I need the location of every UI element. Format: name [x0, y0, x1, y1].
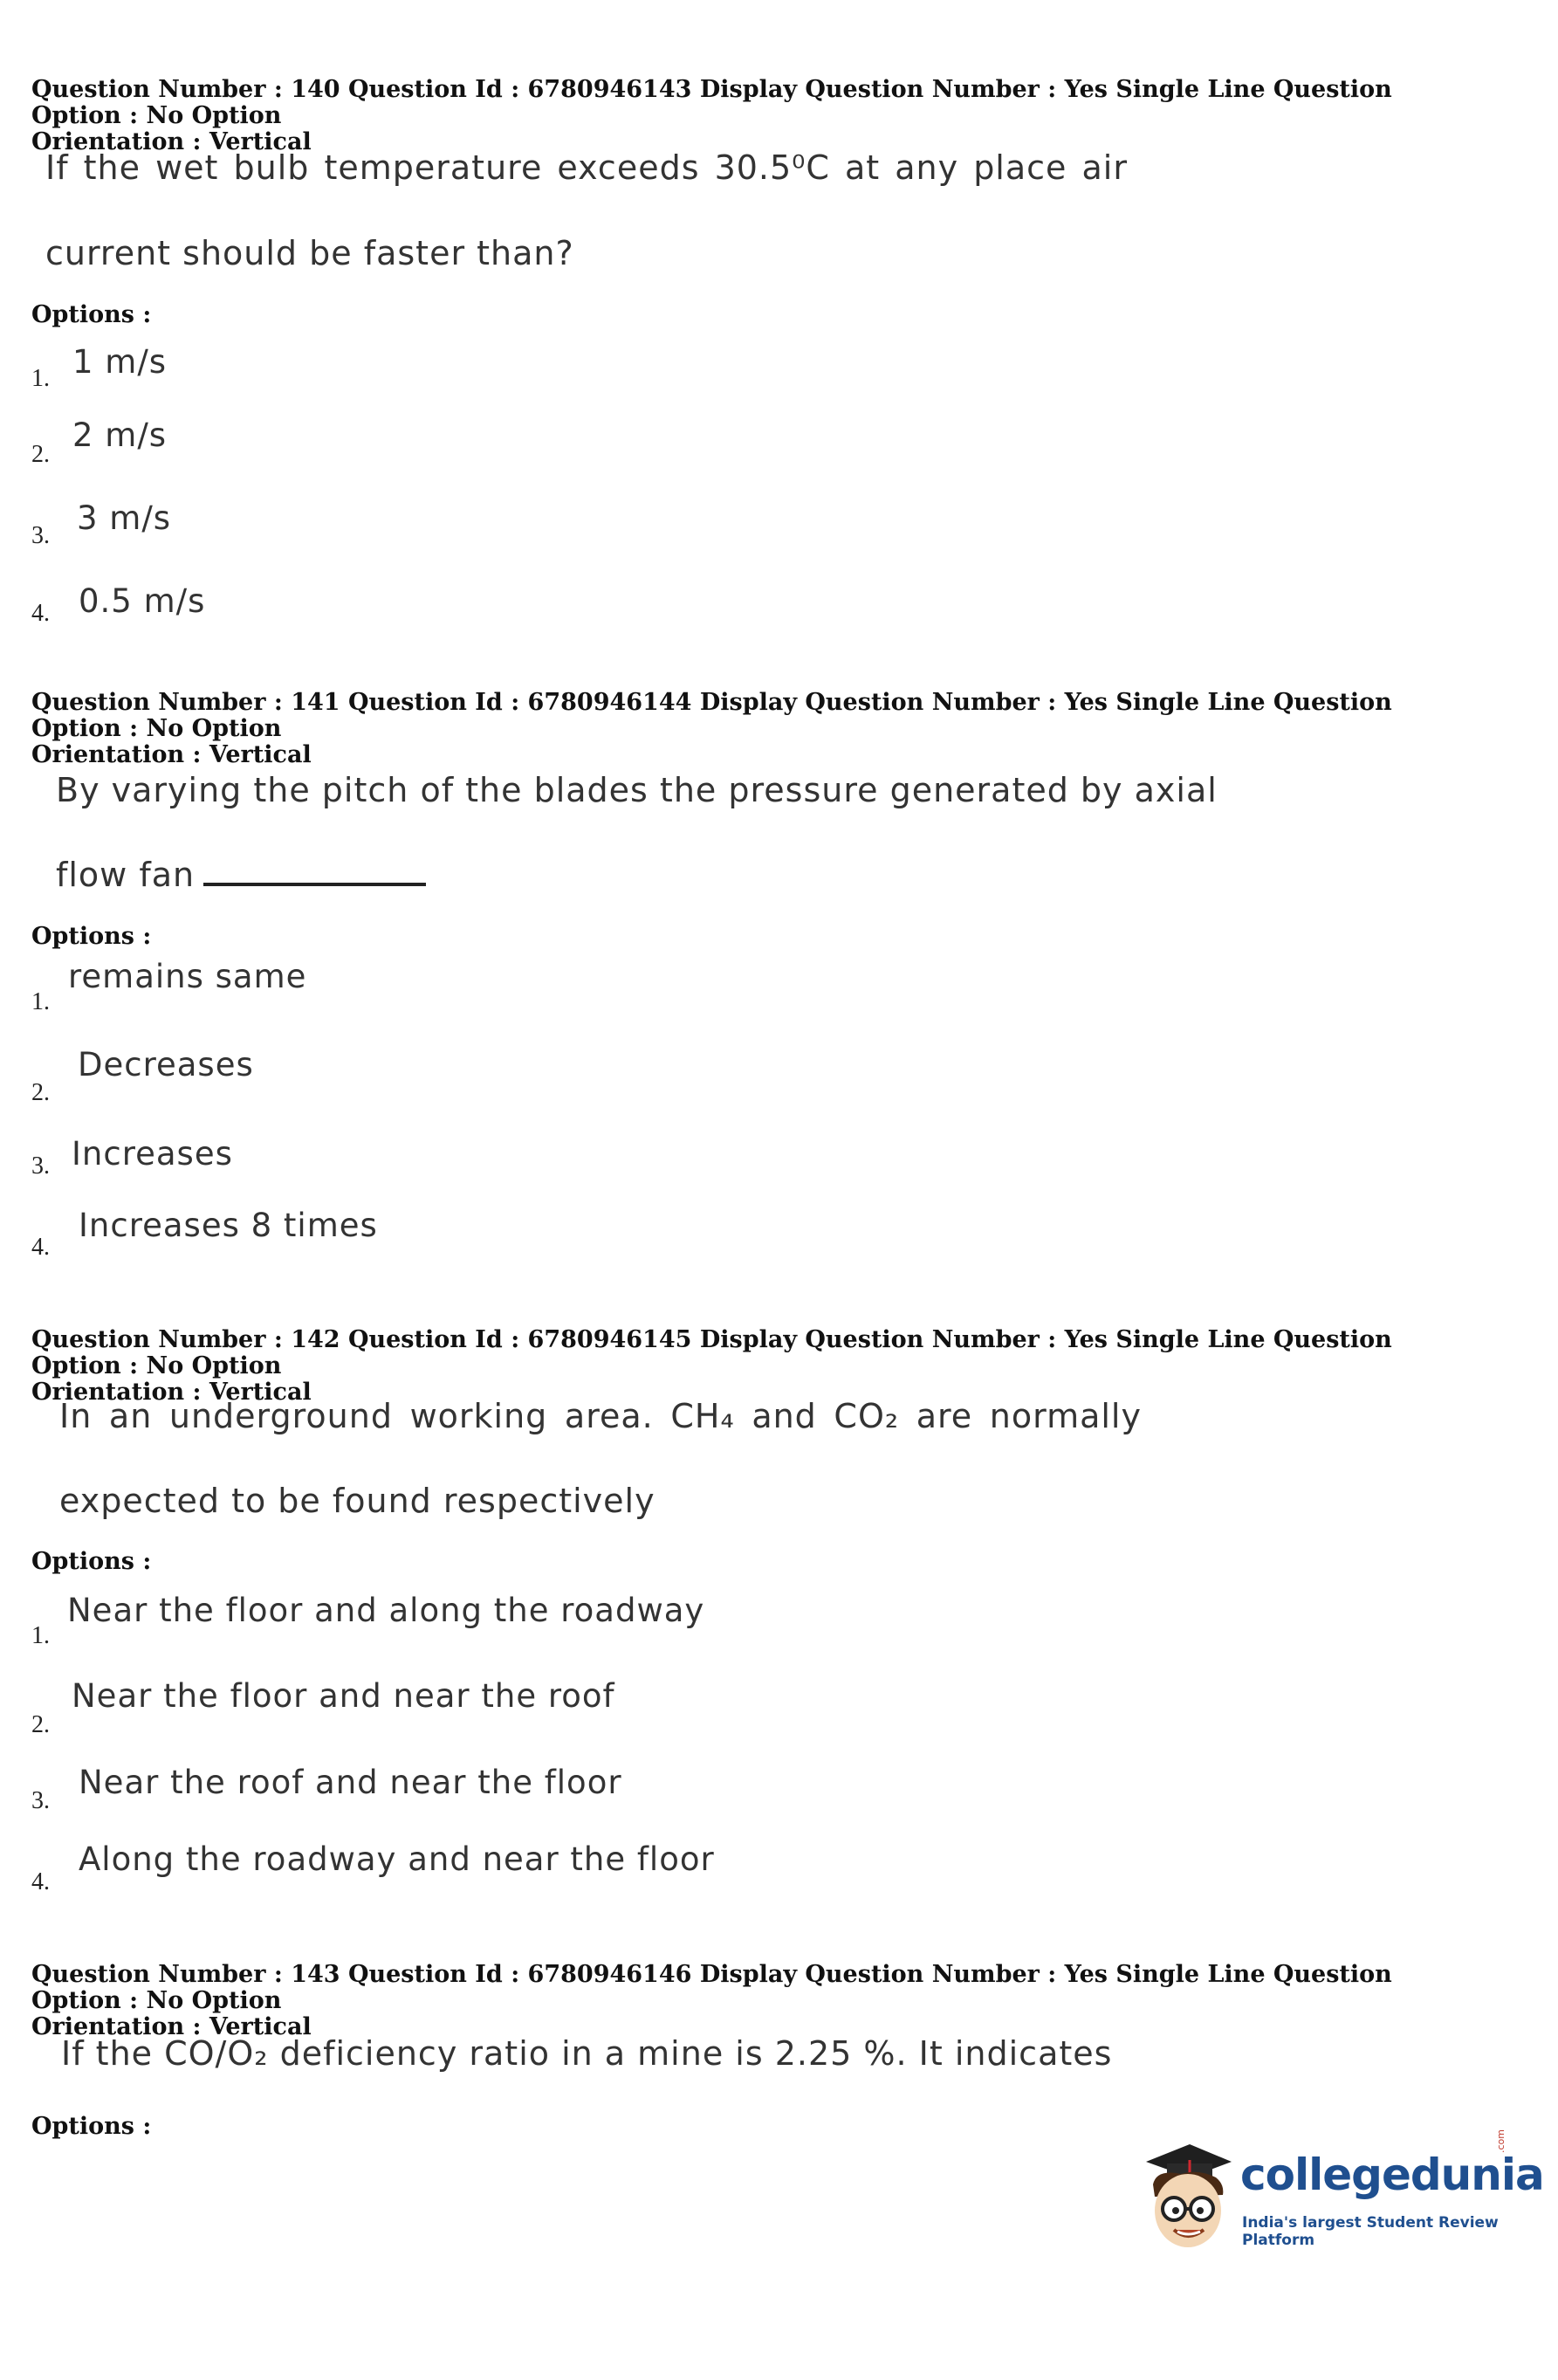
- option-text: 1 m/s: [72, 343, 168, 381]
- stem-word: temperature: [324, 148, 543, 187]
- option-number: 4.: [31, 600, 50, 627]
- stem-word: air: [1081, 148, 1128, 187]
- question-stem-line1: By varying the pitch of the blades the pressure generated by axial: [56, 771, 1218, 809]
- option-text: Near the floor and along the roadway: [67, 1592, 705, 1629]
- collegedunia-logo: [1137, 2129, 1544, 2256]
- option-number: 3.: [31, 522, 50, 549]
- option-number: 1.: [31, 365, 50, 392]
- question-meta: [31, 1962, 1463, 2040]
- option-number: 2.: [31, 1711, 50, 1738]
- logo-suffix: .com: [1495, 2129, 1507, 2153]
- option-number: 3.: [31, 1152, 50, 1180]
- stem-word: normally: [989, 1397, 1142, 1435]
- option-number: 4.: [31, 1868, 50, 1895]
- stem-word: CH₄: [670, 1397, 735, 1435]
- mascot-icon: [1137, 2134, 1238, 2256]
- option-text: 2 m/s: [72, 416, 168, 454]
- stem-word: In: [59, 1397, 93, 1435]
- question-stem-line1: If the CO/O₂ deficiency ratio in a mine is 2.25 %. It indicates: [61, 2034, 1113, 2073]
- question-meta: [31, 1327, 1463, 1406]
- option-number: 1.: [31, 1622, 50, 1649]
- option-number: 2.: [31, 1079, 50, 1106]
- question-meta-line1: Question Number : 143 Question Id : 6780946146 Display Question Number : Yes Single Line Question Option : No Option: [31, 1961, 1392, 2014]
- question-stem-line1: [45, 148, 1128, 187]
- question-meta-line2: Orientation : Vertical: [31, 741, 312, 768]
- option-text: Near the floor and near the roof: [72, 1677, 615, 1715]
- stem-word: If: [45, 148, 69, 187]
- stem-word: bulb: [233, 148, 310, 187]
- stem-text: flow fan: [56, 856, 196, 894]
- question-stem-line2: expected to be found respectively: [59, 1482, 655, 1520]
- question-meta-line1: Question Number : 142 Question Id : 6780946145 Display Question Number : Yes Single Line Question Option : No Option: [31, 1326, 1392, 1379]
- option-text: Increases: [72, 1135, 233, 1173]
- logo-wordmark: collegedunia: [1240, 2150, 1544, 2200]
- question-stem-line2: [56, 856, 426, 894]
- stem-word: 30.5⁰C: [714, 148, 830, 187]
- option-number: 3.: [31, 1787, 50, 1814]
- option-number: 2.: [31, 441, 50, 468]
- option-text: Along the roadway and near the floor: [79, 1840, 715, 1878]
- option-text: Near the roof and near the floor: [79, 1764, 622, 1801]
- stem-word: wet: [155, 148, 219, 187]
- option-text: 0.5 m/s: [79, 582, 206, 620]
- stem-word: the: [83, 148, 141, 187]
- options-label: Options :: [31, 923, 152, 950]
- stem-word: are: [916, 1397, 973, 1435]
- logo-tagline: India's largest Student Review Platform: [1242, 2214, 1499, 2249]
- answer-blank: [203, 858, 426, 886]
- question-meta-line2: Orientation : Vertical: [31, 128, 312, 155]
- question-stem-line2: current should be faster than?: [45, 234, 574, 272]
- stem-word: and: [752, 1397, 817, 1435]
- option-text: 3 m/s: [77, 499, 172, 537]
- stem-word: exceeds: [557, 148, 700, 187]
- stem-word: area.: [564, 1397, 654, 1435]
- options-label: Options :: [31, 301, 152, 328]
- stem-word: at: [845, 148, 881, 187]
- option-number: 4.: [31, 1234, 50, 1261]
- options-label: Options :: [31, 1548, 152, 1575]
- option-text: Decreases: [78, 1046, 254, 1083]
- question-meta-line2: Orientation : Vertical: [31, 1379, 312, 1406]
- stem-word: underground: [168, 1397, 393, 1435]
- stem-word: place: [973, 148, 1067, 187]
- question-meta-line1: Question Number : 140 Question Id : 6780946143 Display Question Number : Yes Single Line Question Option : No Option: [31, 76, 1392, 129]
- question-meta: [31, 690, 1463, 768]
- option-text: Increases 8 times: [79, 1207, 378, 1244]
- option-text: remains same: [68, 958, 307, 995]
- question-meta-line1: Question Number : 141 Question Id : 6780946144 Display Question Number : Yes Single Line Question Option : No Option: [31, 689, 1392, 742]
- question-meta: [31, 77, 1463, 155]
- question-stem-line1: [59, 1397, 1142, 1435]
- stem-word: any: [895, 148, 959, 187]
- question-meta-line2: Orientation : Vertical: [31, 2013, 312, 2040]
- stem-word: working: [409, 1397, 548, 1435]
- option-number: 1.: [31, 988, 50, 1015]
- stem-word: CO₂: [834, 1397, 900, 1435]
- stem-word: an: [108, 1397, 153, 1435]
- options-label: Options :: [31, 2113, 152, 2140]
